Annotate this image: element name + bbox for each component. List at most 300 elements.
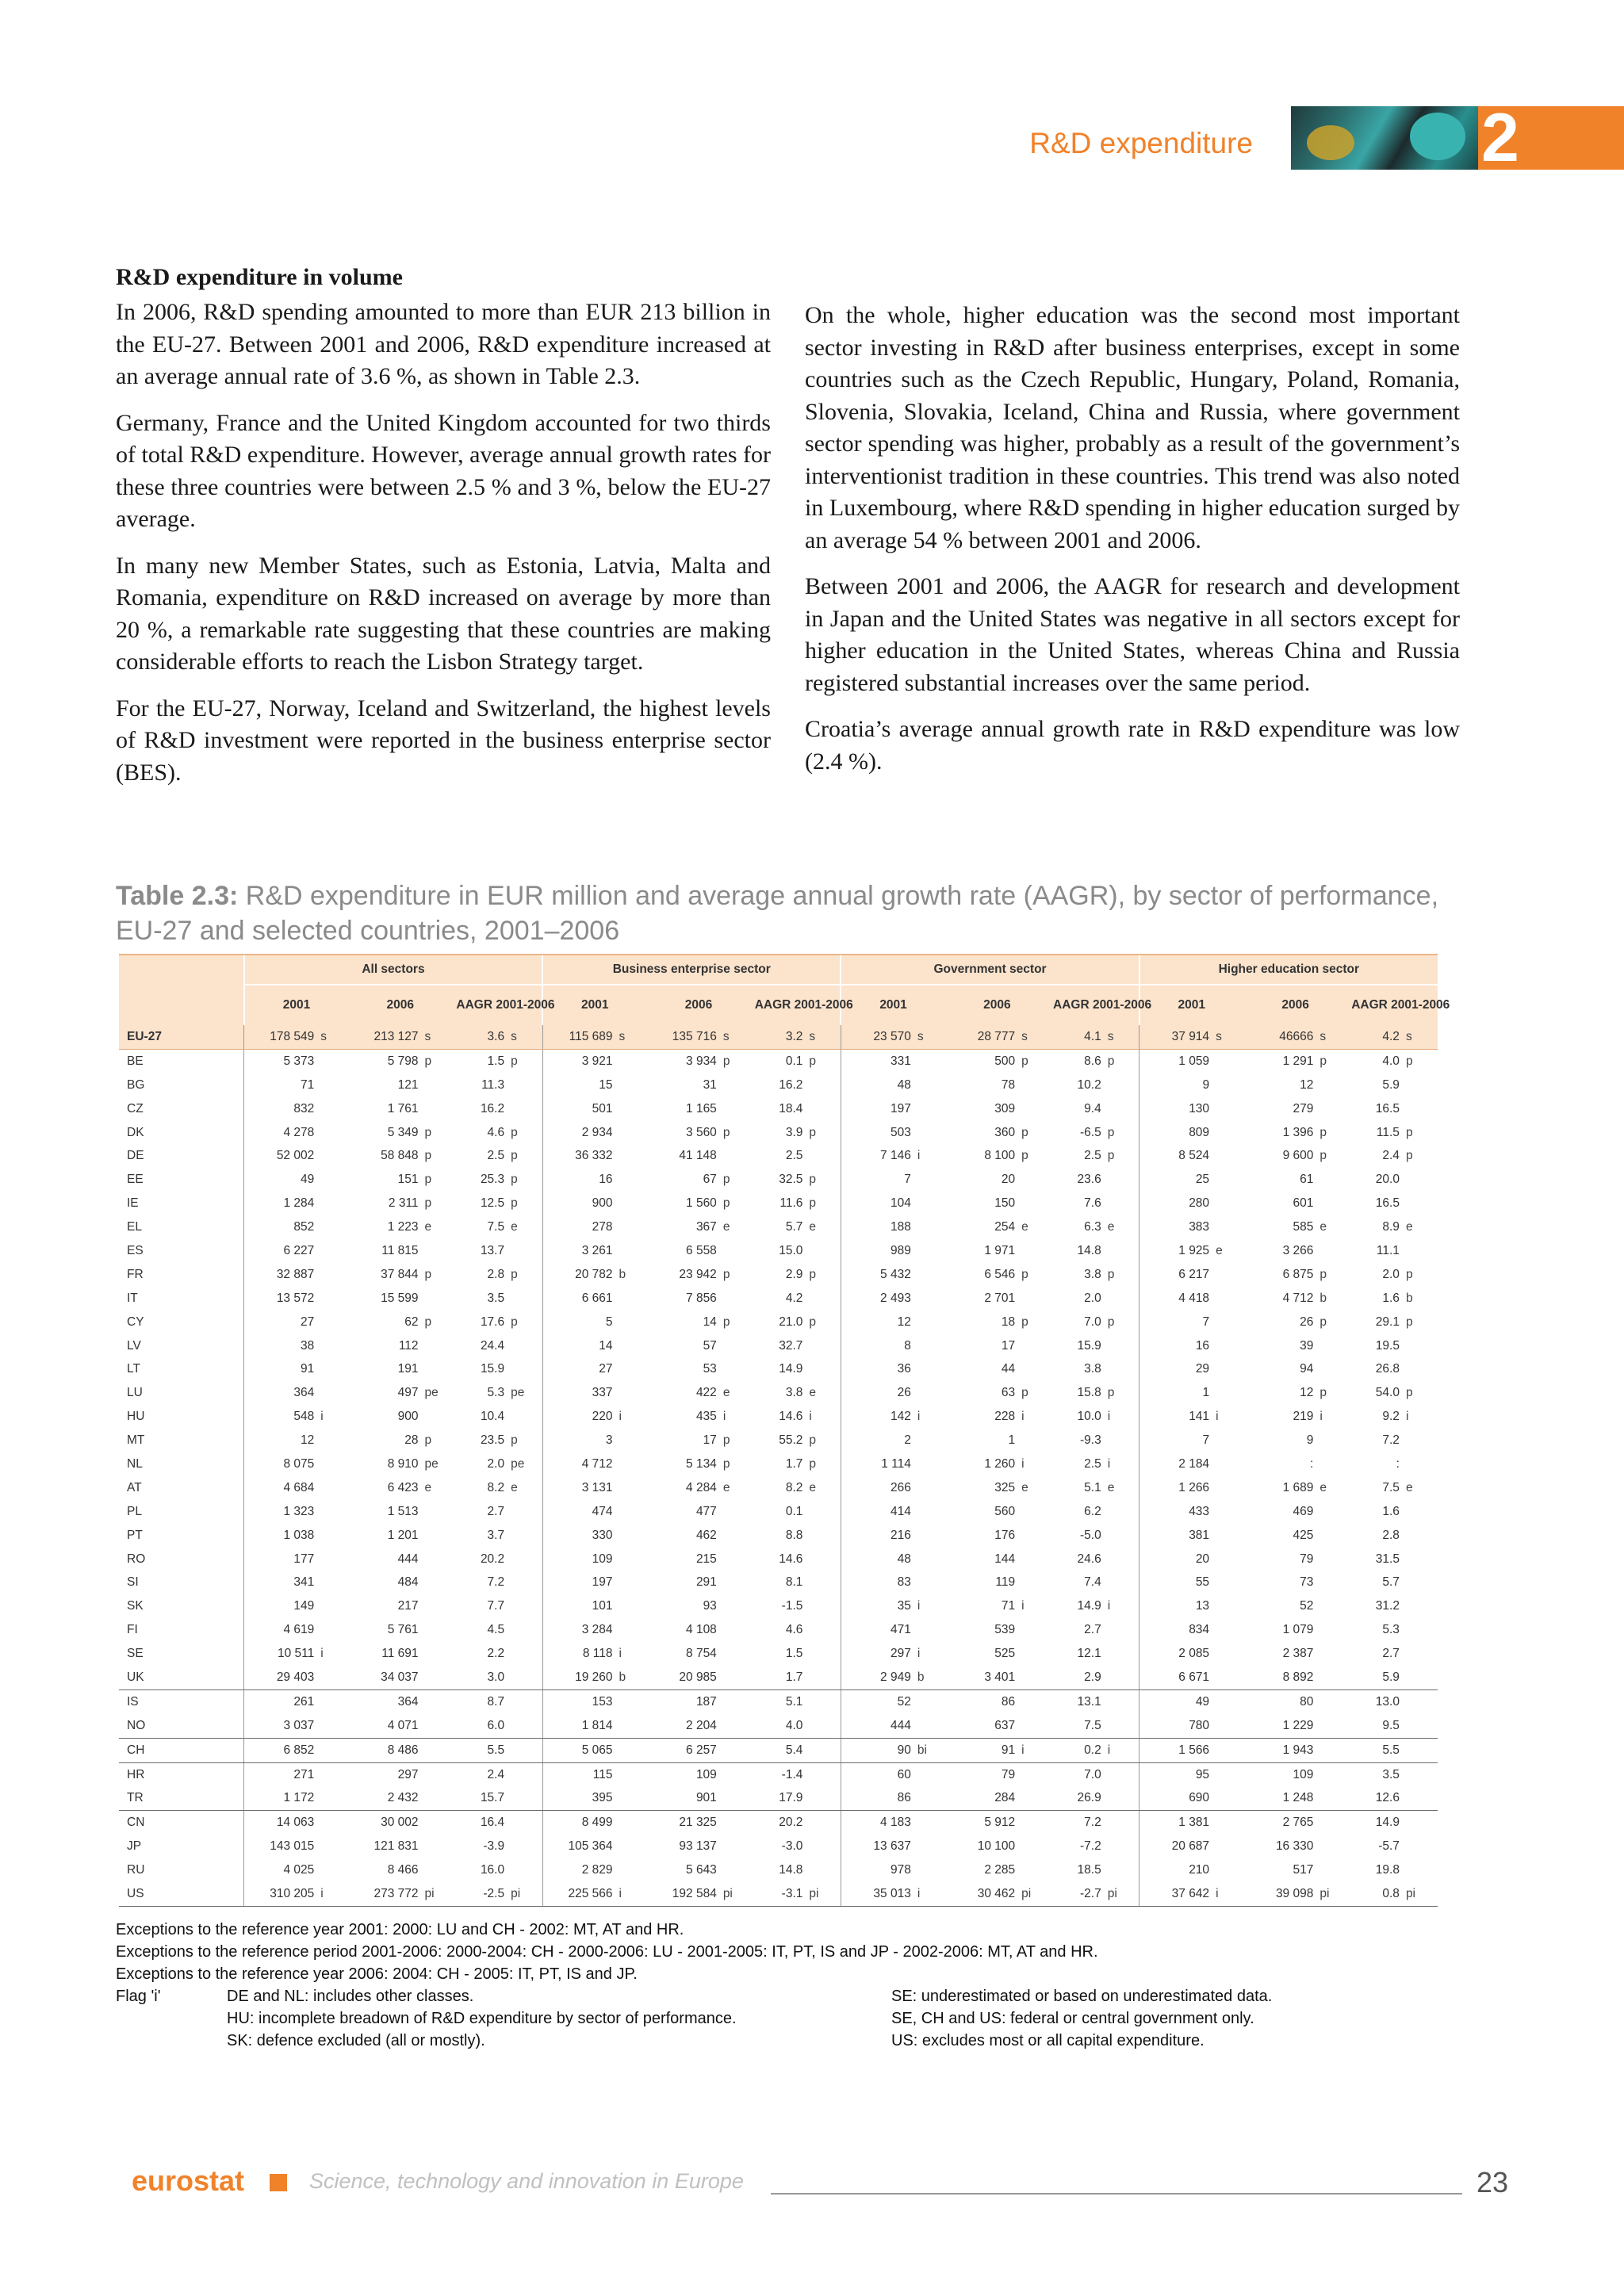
value-cell: 2.8	[487, 1267, 505, 1281]
flag-cell: i	[1107, 1410, 1111, 1424]
flag-cell	[617, 1452, 647, 1476]
table-row	[119, 1334, 1438, 1358]
value-cell: 2 387	[1282, 1647, 1314, 1661]
flag-cell	[318, 1689, 348, 1713]
flag-cell	[1019, 1618, 1049, 1642]
flag-cell	[1019, 1192, 1049, 1215]
country-code: LV	[127, 1338, 141, 1353]
flag-cell: pe	[424, 1456, 439, 1471]
flag-cell	[806, 1548, 841, 1571]
value-cell: -2.7	[1049, 1882, 1105, 1906]
table-row	[119, 1548, 1438, 1571]
value-cell: 503	[841, 1121, 914, 1145]
value-cell: 2 701	[984, 1291, 1016, 1305]
value-cell: 271	[244, 1762, 318, 1786]
value-cell: 364	[397, 1694, 419, 1709]
value-cell: 8.7	[487, 1694, 505, 1709]
flag-cell	[1213, 1524, 1243, 1548]
flag-cell	[1105, 1334, 1139, 1358]
flag-cell	[1019, 1548, 1049, 1571]
flag-cell	[508, 1811, 542, 1835]
flag-cell: e	[1021, 1480, 1028, 1494]
flag-cell	[1105, 1548, 1139, 1571]
value-cell: 690	[1139, 1787, 1213, 1811]
value-cell: 5.5	[452, 1738, 508, 1762]
value-cell: 539	[994, 1623, 1016, 1637]
value-cell: 5.4	[751, 1738, 807, 1762]
value-cell: 7.5	[487, 1220, 505, 1234]
value-cell: 10 100	[977, 1839, 1016, 1854]
value-cell: 266	[841, 1476, 914, 1500]
flag-cell	[721, 1334, 751, 1358]
flag-cell	[508, 1594, 542, 1618]
flag-cell	[1213, 1334, 1243, 1358]
country-code: MT	[127, 1433, 145, 1448]
value-cell: 4.0	[1382, 1054, 1400, 1068]
flag-cell	[318, 1144, 348, 1168]
value-cell: 14.9	[1375, 1816, 1400, 1830]
value-cell: 809	[1139, 1121, 1213, 1145]
flag-cell	[915, 1049, 945, 1073]
flag-cell	[1213, 1429, 1243, 1452]
flag-cell: p	[424, 1267, 432, 1281]
value-cell: 135 716	[646, 1025, 720, 1049]
value-cell: 383	[1139, 1215, 1213, 1239]
flag-cell	[1105, 1689, 1139, 1713]
table-row	[119, 1882, 1438, 1906]
flag-cell	[1105, 1618, 1139, 1642]
flag-cell	[915, 1714, 945, 1738]
flag-cell	[423, 1594, 453, 1618]
flag-cell: e	[1107, 1220, 1115, 1234]
value-cell: 2.5	[1084, 1149, 1101, 1163]
flag-cell	[318, 1357, 348, 1381]
flag-cell: p	[1405, 1386, 1413, 1400]
flag-cell: p	[511, 1314, 518, 1329]
flag-cell	[915, 1524, 945, 1548]
flag-cell	[1404, 1858, 1438, 1882]
value-cell: 2 765	[1282, 1816, 1314, 1830]
table-row	[119, 1239, 1438, 1263]
value-cell: 497	[397, 1386, 419, 1400]
value-cell: 4 418	[1139, 1287, 1213, 1311]
flag-cell	[915, 1500, 945, 1524]
value-cell: 142	[841, 1405, 914, 1429]
flag-cell	[806, 1594, 841, 1618]
value-cell: 1 059	[1139, 1049, 1213, 1073]
flag-cell	[617, 1121, 647, 1145]
flag-cell	[806, 1073, 841, 1097]
country-code: DE	[127, 1149, 144, 1163]
value-cell: 6 257	[646, 1738, 720, 1762]
table-row	[119, 1429, 1438, 1452]
value-cell: 177	[244, 1548, 318, 1571]
value-cell: 9.2	[1382, 1410, 1400, 1424]
value-cell: 341	[244, 1571, 318, 1594]
value-cell: 8	[841, 1334, 914, 1358]
value-cell: 2 949	[841, 1666, 914, 1689]
value-cell: 25	[1139, 1168, 1213, 1192]
value-cell: 1 513	[387, 1504, 419, 1518]
value-cell: 31	[703, 1077, 717, 1092]
value-cell: 8 892	[1243, 1666, 1317, 1689]
flag-cell: p	[1405, 1054, 1413, 1068]
flag-cell	[1213, 1287, 1243, 1311]
flag-cell	[1317, 1524, 1347, 1548]
table-row	[119, 1263, 1438, 1287]
flag-cell: p	[809, 1173, 817, 1187]
value-cell: 37 844	[381, 1267, 419, 1281]
country-code: RU	[127, 1863, 145, 1877]
value-cell: 67	[703, 1173, 717, 1187]
flag-cell: p	[1320, 1267, 1327, 1281]
value-cell: 12.6	[1347, 1787, 1404, 1811]
flag-cell	[1213, 1714, 1243, 1738]
value-cell: 80	[1300, 1694, 1314, 1709]
value-cell: 3.5	[1382, 1767, 1400, 1781]
table-row	[119, 1049, 1438, 1073]
flag-cell	[721, 1357, 751, 1381]
country-code: RO	[127, 1552, 146, 1566]
table-group-header-row	[119, 955, 1438, 985]
value-cell: 15.0	[779, 1243, 803, 1257]
value-cell: 143 015	[244, 1835, 318, 1858]
value-cell: 364	[244, 1381, 318, 1405]
table-row	[119, 1858, 1438, 1882]
value-cell: 63	[1001, 1386, 1016, 1400]
flag-cell	[1404, 1787, 1438, 1811]
value-cell: 7 146	[841, 1144, 914, 1168]
country-code: UK	[119, 1666, 244, 1689]
flag-cell	[1213, 1548, 1243, 1571]
value-cell: 31.2	[1375, 1599, 1400, 1613]
note-line: Exceptions to the reference year 2001: 2000: LU and CH - 2002: MT, AT and HR.	[116, 1921, 684, 1938]
value-cell: -3.0	[781, 1839, 803, 1854]
flag-cell	[423, 1097, 453, 1121]
value-cell: 1	[1139, 1381, 1213, 1405]
value-cell: 71	[244, 1073, 318, 1097]
value-cell: 0.8	[1347, 1882, 1404, 1906]
flag-cell	[806, 1666, 841, 1689]
flag-cell	[1404, 1239, 1438, 1263]
flag-cell: p	[722, 1267, 730, 1281]
flag-cell	[508, 1858, 542, 1882]
flag-cell: i	[1107, 1456, 1111, 1471]
flag-cell	[1019, 1642, 1049, 1666]
country-code: SE	[127, 1647, 144, 1661]
flag-cell	[318, 1215, 348, 1239]
value-cell: -6.5	[1079, 1125, 1101, 1139]
value-cell: -1.4	[781, 1767, 803, 1781]
value-cell: 1 223	[387, 1220, 419, 1234]
value-cell: 17	[703, 1433, 717, 1448]
flag-cell	[318, 1500, 348, 1524]
flag-cell: p	[1107, 1125, 1115, 1139]
flag-cell	[1213, 1618, 1243, 1642]
value-cell: 474	[542, 1500, 616, 1524]
flag-cell: p	[722, 1314, 730, 1329]
country-code: NL	[127, 1456, 143, 1471]
value-cell: 9.4	[1084, 1101, 1101, 1115]
value-cell: 2.2	[487, 1647, 505, 1661]
flag-cell: p	[722, 1196, 730, 1211]
flag-note: SE: underestimated or based on underestimated data.	[891, 1988, 1273, 2005]
flag-cell	[1019, 1689, 1049, 1713]
flag-cell	[318, 1858, 348, 1882]
flag-cell	[617, 1381, 647, 1405]
value-cell: 2.0	[1084, 1291, 1101, 1305]
value-cell: 1 248	[1243, 1787, 1317, 1811]
value-cell: 7.0	[1084, 1767, 1101, 1781]
value-cell: 5 349	[387, 1125, 419, 1139]
value-cell: 5 432	[841, 1263, 914, 1287]
flag-cell	[721, 1144, 751, 1168]
country-code: SI	[127, 1575, 139, 1590]
flag-cell	[1019, 1097, 1049, 1121]
table-row	[119, 1689, 1438, 1713]
value-cell: 6.0	[452, 1714, 508, 1738]
flag-cell	[1317, 1594, 1347, 1618]
value-cell: 7.2	[487, 1575, 505, 1590]
value-cell: 7 856	[686, 1291, 717, 1305]
value-cell: 2.8	[1382, 1528, 1400, 1542]
value-cell: 48	[841, 1073, 914, 1097]
flag-cell	[806, 1642, 841, 1666]
value-cell: 32 887	[244, 1263, 318, 1287]
flag-cell: pi	[508, 1882, 542, 1906]
flag-cell	[806, 1524, 841, 1548]
value-cell: 48	[841, 1548, 914, 1571]
flag-cell	[1404, 1548, 1438, 1571]
value-cell: 3.8	[1084, 1362, 1101, 1376]
value-cell: 4 183	[841, 1811, 914, 1835]
table-row	[119, 1476, 1438, 1500]
value-cell: 6.3	[1084, 1220, 1101, 1234]
flag-cell: i	[1216, 1410, 1219, 1424]
value-cell: 16 330	[1275, 1839, 1314, 1854]
flag-cell	[1317, 1357, 1347, 1381]
value-cell: 57	[703, 1338, 717, 1353]
value-cell: 1.5	[785, 1647, 803, 1661]
flag-cell	[1404, 1500, 1438, 1524]
value-cell: 109	[695, 1767, 717, 1781]
value-cell: 14.9	[779, 1362, 803, 1376]
value-cell: 36 332	[542, 1144, 616, 1168]
value-cell: 7.4	[1084, 1575, 1101, 1590]
value-cell: 20 687	[1139, 1835, 1213, 1858]
value-cell: 560	[994, 1504, 1016, 1518]
value-cell: 78	[1001, 1077, 1016, 1092]
value-cell: 10.2	[1077, 1077, 1101, 1092]
flag-cell	[508, 1642, 542, 1666]
value-cell: 309	[994, 1101, 1016, 1115]
flag-cell	[1105, 1762, 1139, 1786]
value-cell: 17.6	[480, 1314, 505, 1329]
value-cell: 27	[244, 1311, 318, 1334]
flag-cell	[1404, 1642, 1438, 1666]
header-photo	[1291, 106, 1478, 170]
value-cell: 548	[244, 1405, 318, 1429]
value-cell: 21 325	[679, 1816, 717, 1830]
value-cell: 2 085	[1139, 1642, 1213, 1666]
flag-label: Flag 'i'	[116, 1988, 161, 2005]
flag-cell	[1105, 1287, 1139, 1311]
flag-cell	[1019, 1835, 1049, 1858]
group-header: All sectors	[244, 955, 542, 985]
flag-cell	[915, 1858, 945, 1882]
value-cell: 20.2	[480, 1552, 505, 1566]
value-cell: 228	[994, 1410, 1016, 1424]
flag-cell	[806, 1144, 841, 1168]
value-cell: 637	[945, 1714, 1019, 1738]
flag-cell: s	[1404, 1025, 1438, 1049]
flag-cell	[1213, 1452, 1243, 1476]
value-cell: 3	[542, 1429, 616, 1452]
value-cell: 8.6	[1084, 1054, 1101, 1068]
flag-cell: e	[1021, 1220, 1028, 1234]
value-cell: 6 217	[1139, 1263, 1213, 1287]
table-row	[119, 1121, 1438, 1145]
value-cell: 26	[841, 1381, 914, 1405]
value-cell: 178 549	[244, 1025, 318, 1049]
value-cell: 3 934	[686, 1054, 717, 1068]
flag-cell: e	[722, 1480, 730, 1494]
paragraph: For the EU-27, Norway, Iceland and Switzerland, the highest levels of R&D investment were reported in the business enterprise sector (BES).	[116, 695, 771, 786]
value-cell: 279	[1293, 1101, 1314, 1115]
country-code: CN	[127, 1816, 145, 1830]
flag-cell: p	[1021, 1314, 1028, 1329]
value-cell: 105 364	[542, 1835, 616, 1858]
value-cell: 8.8	[785, 1528, 803, 1542]
value-cell: 18.4	[779, 1101, 803, 1115]
flag-cell: e	[424, 1220, 432, 1234]
flag-cell: i	[619, 1647, 622, 1661]
table-row	[119, 1311, 1438, 1334]
flag-cell	[1019, 1858, 1049, 1882]
value-cell: 414	[841, 1500, 914, 1524]
flag-cell	[1105, 1192, 1139, 1215]
flag-cell: e	[511, 1480, 518, 1494]
value-cell: 4 108	[686, 1623, 717, 1637]
value-cell: 71	[1001, 1599, 1016, 1613]
flag-cell	[318, 1429, 348, 1452]
flag-cell	[1317, 1689, 1347, 1713]
country-code: AT	[127, 1480, 142, 1494]
flag-cell	[617, 1429, 647, 1452]
flag-note: US: excludes most or all capital expenditure.	[891, 2032, 1205, 2049]
value-cell: 39	[1300, 1338, 1314, 1353]
flag-cell	[1019, 1666, 1049, 1689]
flag-cell	[423, 1571, 453, 1594]
value-cell: 330	[542, 1524, 616, 1548]
value-cell: 501	[542, 1097, 616, 1121]
flag-cell: p	[1405, 1314, 1413, 1329]
flag-cell	[1404, 1452, 1438, 1476]
country-code: EL	[127, 1220, 142, 1234]
flag-cell	[1404, 1714, 1438, 1738]
flag-cell	[508, 1787, 542, 1811]
value-cell: 24.6	[1077, 1552, 1101, 1566]
flag-cell: i	[1019, 1738, 1049, 1762]
value-cell: 297	[841, 1642, 914, 1666]
value-cell: 3 261	[542, 1239, 616, 1263]
flag-cell	[1317, 1192, 1347, 1215]
value-cell: 15.7	[452, 1787, 508, 1811]
flag-cell: p	[1021, 1125, 1028, 1139]
value-cell: 1 038	[244, 1524, 318, 1548]
value-cell: 15.8	[1077, 1386, 1101, 1400]
flag-cell	[318, 1787, 348, 1811]
flag-cell	[318, 1594, 348, 1618]
flag-cell	[1317, 1168, 1347, 1192]
value-cell: 1 761	[387, 1101, 419, 1115]
value-cell: 15 599	[381, 1291, 419, 1305]
flag-cell	[508, 1357, 542, 1381]
value-cell: 297	[397, 1767, 419, 1781]
value-cell: 12	[841, 1311, 914, 1334]
flag-cell	[617, 1618, 647, 1642]
flag-cell	[806, 1287, 841, 1311]
flag-cell	[806, 1738, 841, 1762]
value-cell: 832	[244, 1097, 318, 1121]
value-cell: -1.5	[781, 1599, 803, 1613]
flag-cell: p	[1107, 1386, 1115, 1400]
value-cell: 35	[841, 1594, 914, 1618]
table-row	[119, 1287, 1438, 1311]
value-cell: 7	[1139, 1429, 1213, 1452]
flag-cell	[1404, 1073, 1438, 1097]
flag-cell	[1404, 1571, 1438, 1594]
value-cell: 381	[1139, 1524, 1213, 1548]
flag-cell: p	[1107, 1267, 1115, 1281]
value-cell: 35 013	[841, 1882, 914, 1906]
flag-cell	[1105, 1642, 1139, 1666]
value-cell: 121 831	[373, 1839, 419, 1854]
flag-cell	[1019, 1571, 1049, 1594]
country-code: HR	[127, 1767, 145, 1781]
flag-cell	[1317, 1500, 1347, 1524]
value-cell: 73	[1300, 1575, 1314, 1590]
value-cell: 5 065	[542, 1738, 616, 1762]
flag-cell	[1213, 1738, 1243, 1762]
flag-cell	[721, 1666, 751, 1689]
table-row	[119, 1835, 1438, 1858]
value-cell: 5.7	[785, 1220, 803, 1234]
flag-cell	[1019, 1500, 1049, 1524]
footer-rule	[771, 2193, 1462, 2195]
table-row	[119, 1642, 1438, 1666]
flag-cell	[508, 1714, 542, 1738]
flag-cell: e	[1216, 1243, 1223, 1257]
value-cell: 2.0	[1382, 1267, 1400, 1281]
flag-cell	[423, 1334, 453, 1358]
eurostat-logo: eurostat	[132, 2164, 245, 2197]
value-cell: 54.0	[1375, 1386, 1400, 1400]
value-cell: 60	[841, 1762, 914, 1786]
flag-cell: p	[1107, 1149, 1115, 1163]
flag-cell: e	[1405, 1480, 1413, 1494]
flag-cell	[423, 1787, 453, 1811]
value-cell: 7.2	[1084, 1816, 1101, 1830]
flag-cell: s	[1213, 1025, 1243, 1049]
value-cell: 23 942	[679, 1267, 717, 1281]
value-cell: 20.2	[779, 1816, 803, 1830]
flag-cell: pi	[721, 1882, 751, 1906]
value-cell: 1 971	[984, 1243, 1016, 1257]
flag-cell	[1213, 1215, 1243, 1239]
value-cell: 13 572	[244, 1287, 318, 1311]
value-cell: 1 689	[1282, 1480, 1314, 1494]
